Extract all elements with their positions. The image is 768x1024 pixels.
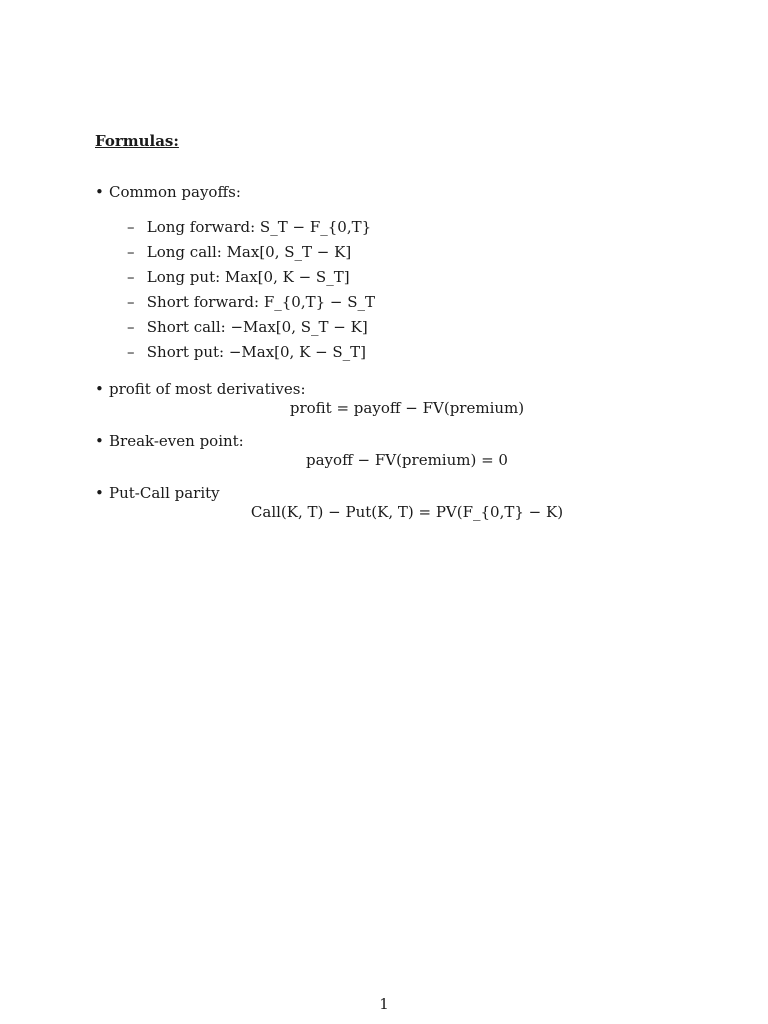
item-formula: Long put: Max[0, K − S_T] xyxy=(146,268,350,286)
bullet-title: Break-even point: xyxy=(109,432,244,450)
bullet-title: Common payoffs: xyxy=(109,183,241,201)
dash-marker: – xyxy=(127,318,135,336)
item-formula: Short put: −Max[0, K − S_T] xyxy=(146,343,367,361)
list-item xyxy=(127,343,366,361)
dash-marker: – xyxy=(127,243,135,261)
dash-marker: – xyxy=(127,343,135,361)
display-equation: profit = payoff − FV(premium) xyxy=(289,399,525,417)
bullet-title: Put-Call parity xyxy=(109,484,220,502)
list-item xyxy=(127,243,351,261)
page-number: 1 xyxy=(379,995,389,1013)
item-formula: Long call: Max[0, S_T − K] xyxy=(146,243,352,261)
list-item xyxy=(127,293,375,311)
display-equation: Call(K, T) − Put(K, T) = PV(F_{0,T} − K) xyxy=(250,503,564,521)
bullet-dot: • xyxy=(95,484,104,502)
list-item xyxy=(127,268,350,286)
list-item xyxy=(127,318,368,336)
item-formula: Short call: −Max[0, S_T − K] xyxy=(146,318,368,336)
dash-marker: – xyxy=(127,218,135,236)
bullet-dot: • xyxy=(95,380,104,398)
item-formula: Long forward: S_T − F_{0,T} xyxy=(146,218,372,236)
bullet-dot: • xyxy=(95,432,104,450)
bullet-title: profit of most derivatives: xyxy=(109,380,306,398)
bullet-dot: • xyxy=(95,183,104,201)
dash-marker: – xyxy=(127,293,135,311)
dash-marker: – xyxy=(127,268,135,286)
item-formula: Short forward: F_{0,T} − S_T xyxy=(146,293,376,311)
section-heading: Formulas: xyxy=(95,132,179,150)
display-equation: payoff − FV(premium) = 0 xyxy=(306,451,508,469)
list-item xyxy=(127,218,371,236)
